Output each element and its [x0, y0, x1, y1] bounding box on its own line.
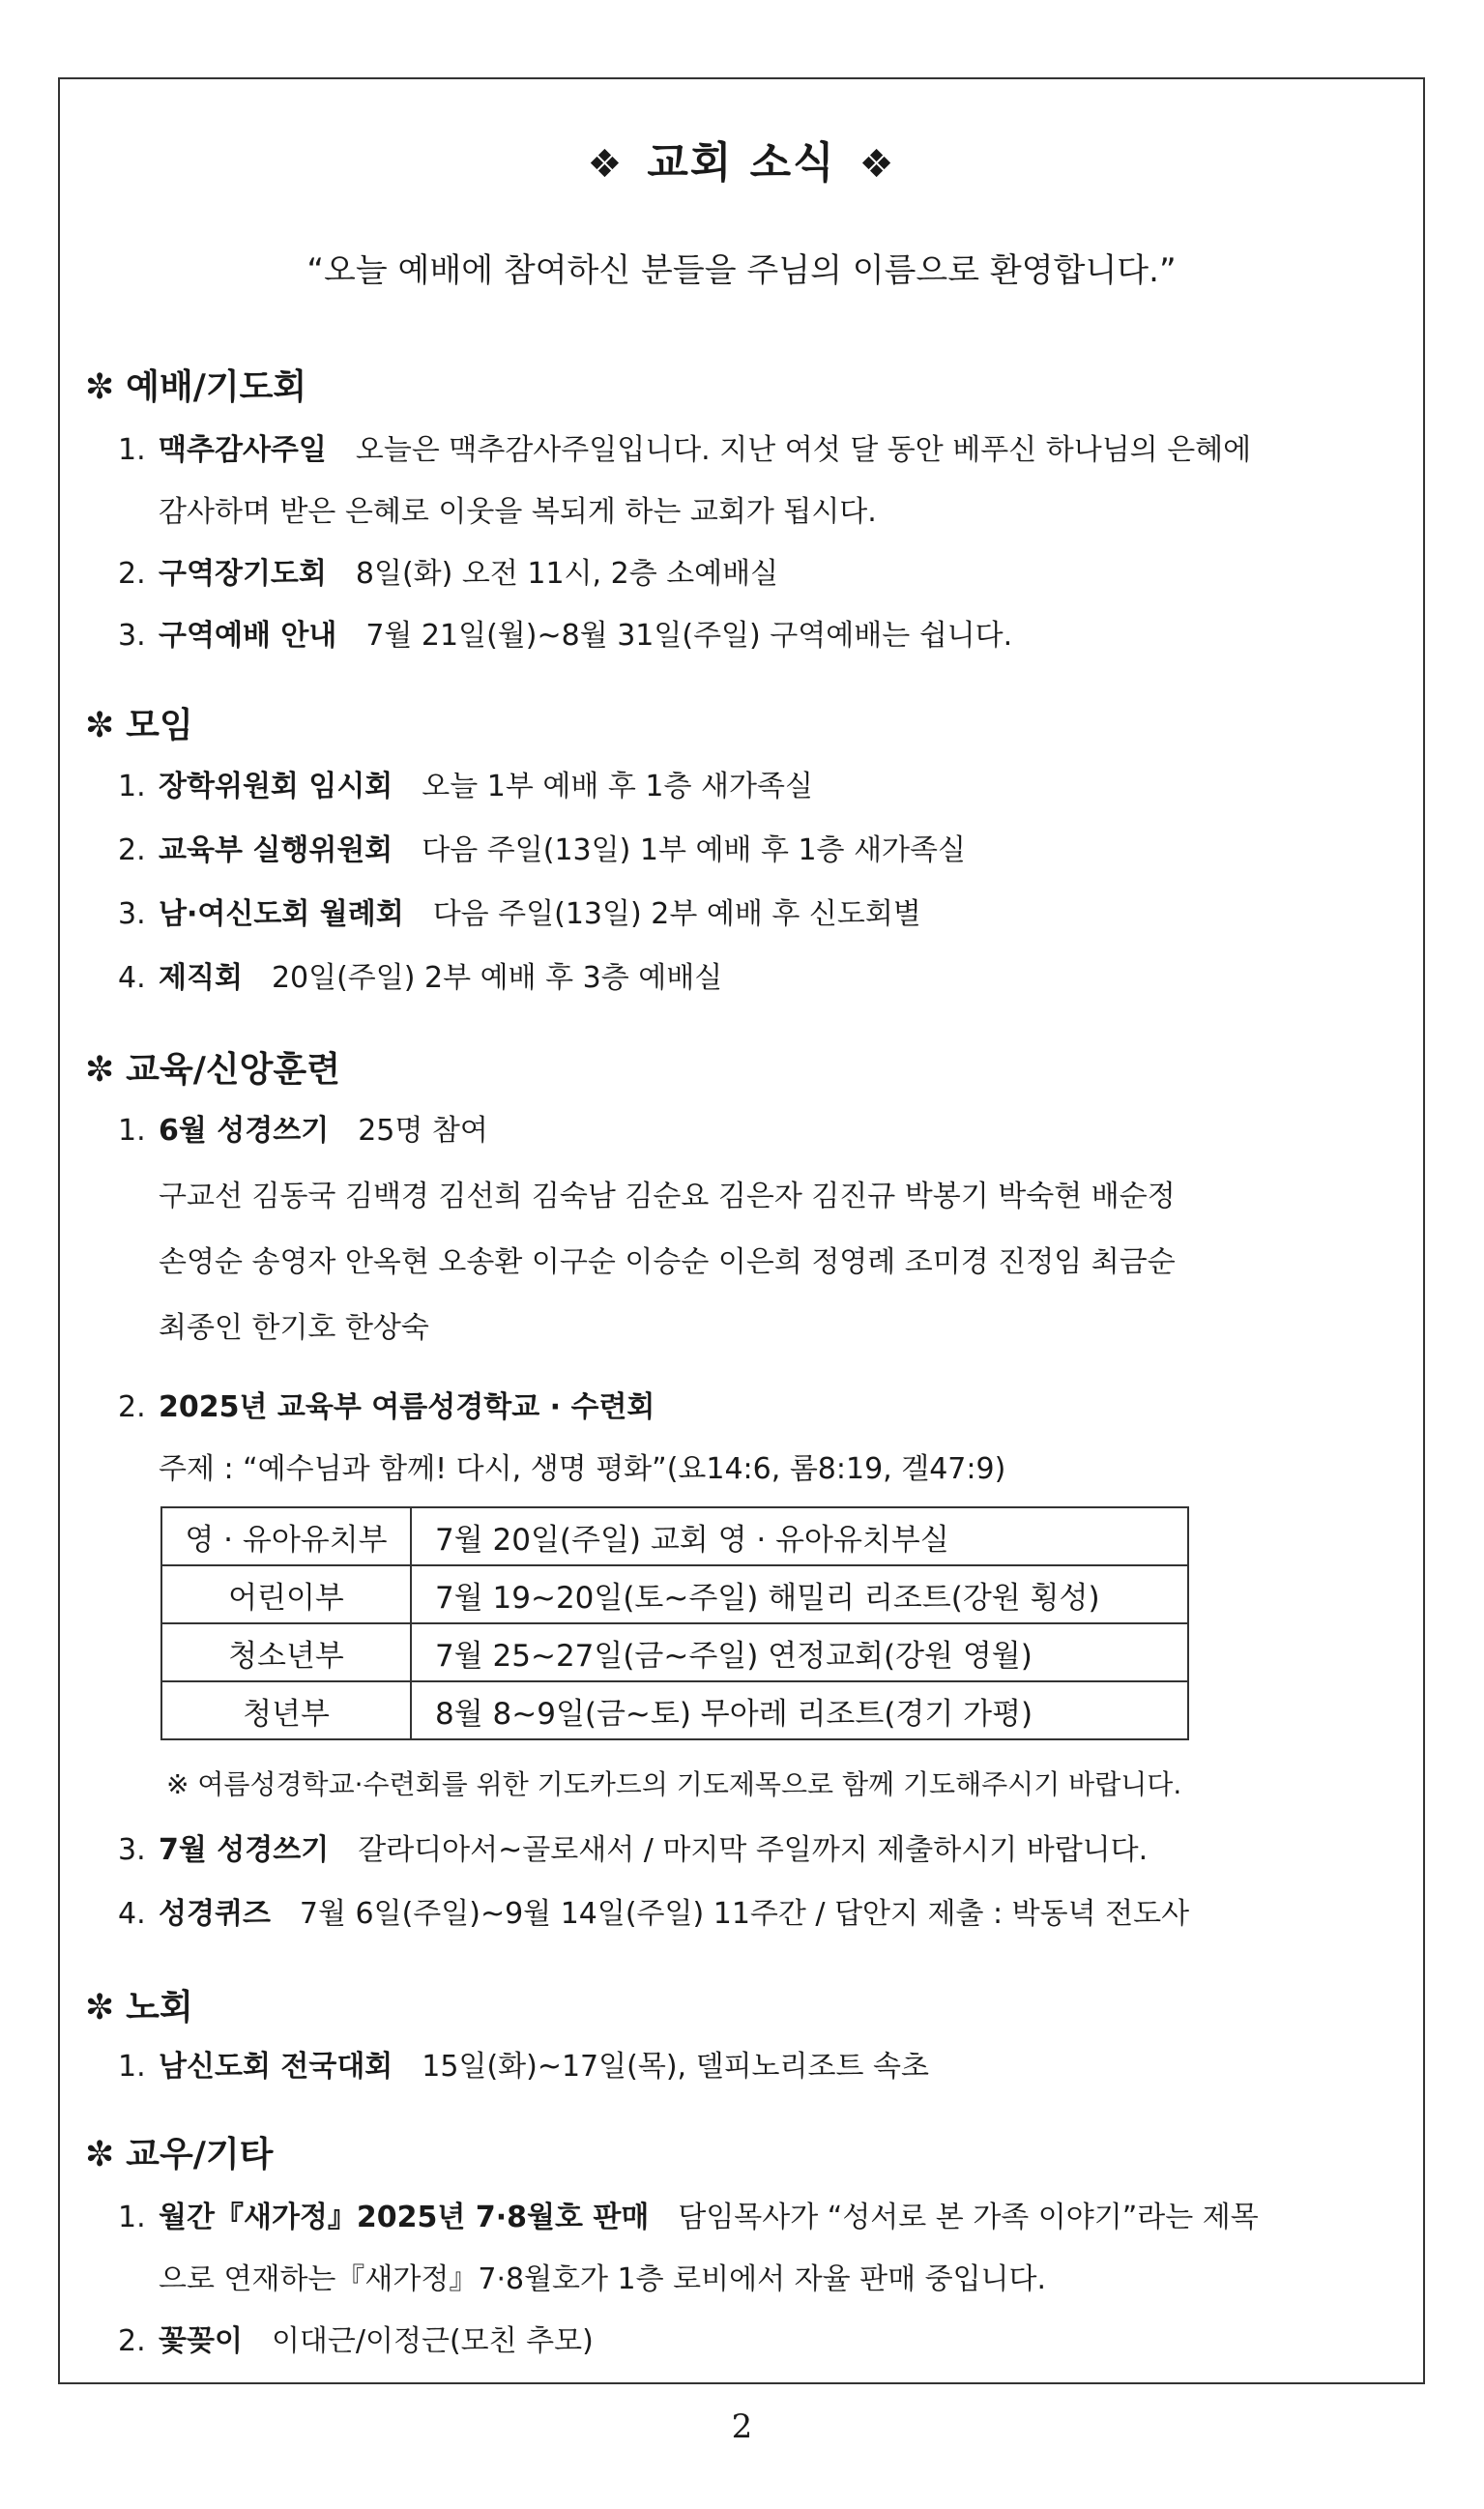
list-item: 1. 장학위원회 임시회 오늘 1부 예배 후 1층 새가족실	[118, 770, 813, 803]
info-cell: 7월 25~27일(금~주일) 연정교회(강원 영월)	[411, 1623, 1188, 1681]
prayer-note: ※ 여름성경학교·수련회를 위한 기도카드의 기도제목으로 함께 기도해주시기 바랍니다.	[166, 1768, 1182, 1800]
dept-cell: 청소년부	[161, 1623, 411, 1681]
list-item: 4. 성경퀴즈 7월 6일(주일)~9월 14일(주일) 11주간 / 답안지 제출 : 박동녁 전도사	[118, 1897, 1190, 1931]
list-item: 1. 월간『새가정』2025년 7·8월호 판매 담임목사가 “성서로 본 가족 이야기”라는 제목	[118, 2201, 1259, 2234]
info-cell: 8월 8~9일(금~토) 무아레 리조트(경기 가평)	[411, 1681, 1188, 1739]
diamond-icon: ❖	[858, 142, 896, 187]
section-heading-education: ✼ 교육/신앙훈련	[85, 1050, 340, 1090]
list-item: 3. 남·여신도회 월례회 다음 주일(13일) 2부 예배 후 신도회별	[118, 897, 921, 931]
asterisk-icon: ✼	[85, 2135, 115, 2174]
section-heading-conference: ✼ 노회	[85, 1988, 193, 2028]
list-item: 1. 6월 성경쓰기 25명 참여	[118, 1114, 488, 1148]
page-number: 2	[731, 2407, 753, 2446]
list-item: 1. 맥추감사주일 오늘은 맥추감사주일입니다. 지난 여섯 달 동안 베푸신 하나님의 은혜에	[118, 433, 1252, 467]
list-item-continuation: 으로 연재하는『새가정』7·8월호가 1층 로비에서 자율 판매 중입니다.	[159, 2262, 1047, 2296]
asterisk-icon: ✼	[85, 1988, 115, 2028]
participant-names: 구교선 김동국 김백경 김선희 김숙남 김순요 김은자 김진규 박봉기 박숙현 배순정	[159, 1180, 1176, 1213]
section-heading-meeting: ✼ 모임	[85, 706, 193, 745]
dept-cell: 영 · 유아유치부	[161, 1507, 411, 1565]
dept-cell: 청년부	[161, 1681, 411, 1739]
asterisk-icon: ✼	[85, 367, 115, 407]
camp-theme: 주제 : “예수님과 함께! 다시, 생명 평화”(요14:6, 롬8:19, 겔47:9)	[159, 1452, 1006, 1486]
welcome-message: “오늘 예배에 참여하신 분들을 주님의 이름으로 환영합니다.”	[306, 251, 1177, 290]
list-item: 2. 2025년 교육부 여름성경학교 · 수련회	[118, 1390, 655, 1424]
section-heading-worship: ✼ 예배/기도회	[85, 367, 307, 407]
table-row	[161, 1565, 1188, 1623]
table-row	[161, 1507, 1188, 1565]
table-row	[161, 1623, 1188, 1681]
dept-cell: 어린이부	[161, 1565, 411, 1623]
info-cell: 7월 20일(주일) 교회 영 · 유아유치부실	[411, 1507, 1188, 1565]
bulletin-frame	[58, 77, 1425, 2384]
camp-schedule-table	[160, 1506, 1189, 1740]
list-item: 1. 남신도회 전국대회 15일(화)~17일(목), 델피노리조트 속초	[118, 2050, 929, 2084]
diamond-icon: ❖	[587, 142, 625, 187]
list-item-continuation: 감사하며 받은 은혜로 이웃을 복되게 하는 교회가 됩시다.	[159, 495, 877, 529]
info-cell: 7월 19~20일(토~주일) 해밀리 리조트(강원 횡성)	[411, 1565, 1188, 1623]
list-item: 3. 7월 성경쓰기 갈라디아서~골로새서 / 마지막 주일까지 제출하시기 바랍니다.	[118, 1833, 1149, 1867]
asterisk-icon: ✼	[85, 706, 115, 745]
participant-names: 손영순 송영자 안옥현 오송환 이구순 이승순 이은희 정영례 조미경 진정임 최금순	[159, 1245, 1176, 1279]
list-item: 2. 교육부 실행위원회 다음 주일(13일) 1부 예배 후 1층 새가족실	[118, 833, 966, 867]
list-item: 2. 구역장기도회 8일(화) 오전 11시, 2층 소예배실	[118, 557, 779, 591]
list-item: 3. 구역예배 안내 7월 21일(월)~8월 31일(주일) 구역예배는 쉽니다.	[118, 619, 1013, 653]
list-item: 4. 제직회 20일(주일) 2부 예배 후 3층 예배실	[118, 961, 723, 995]
section-heading-etc: ✼ 교우/기타	[85, 2135, 274, 2174]
asterisk-icon: ✼	[85, 1050, 115, 1090]
participant-names: 최종인 한기호 한상숙	[159, 1311, 429, 1345]
list-item: 2. 꽃꽂이 이대근/이정근(모친 추모)	[118, 2324, 594, 2358]
table-row	[161, 1681, 1188, 1739]
page-title: ❖ 교회 소식 ❖	[587, 138, 896, 188]
